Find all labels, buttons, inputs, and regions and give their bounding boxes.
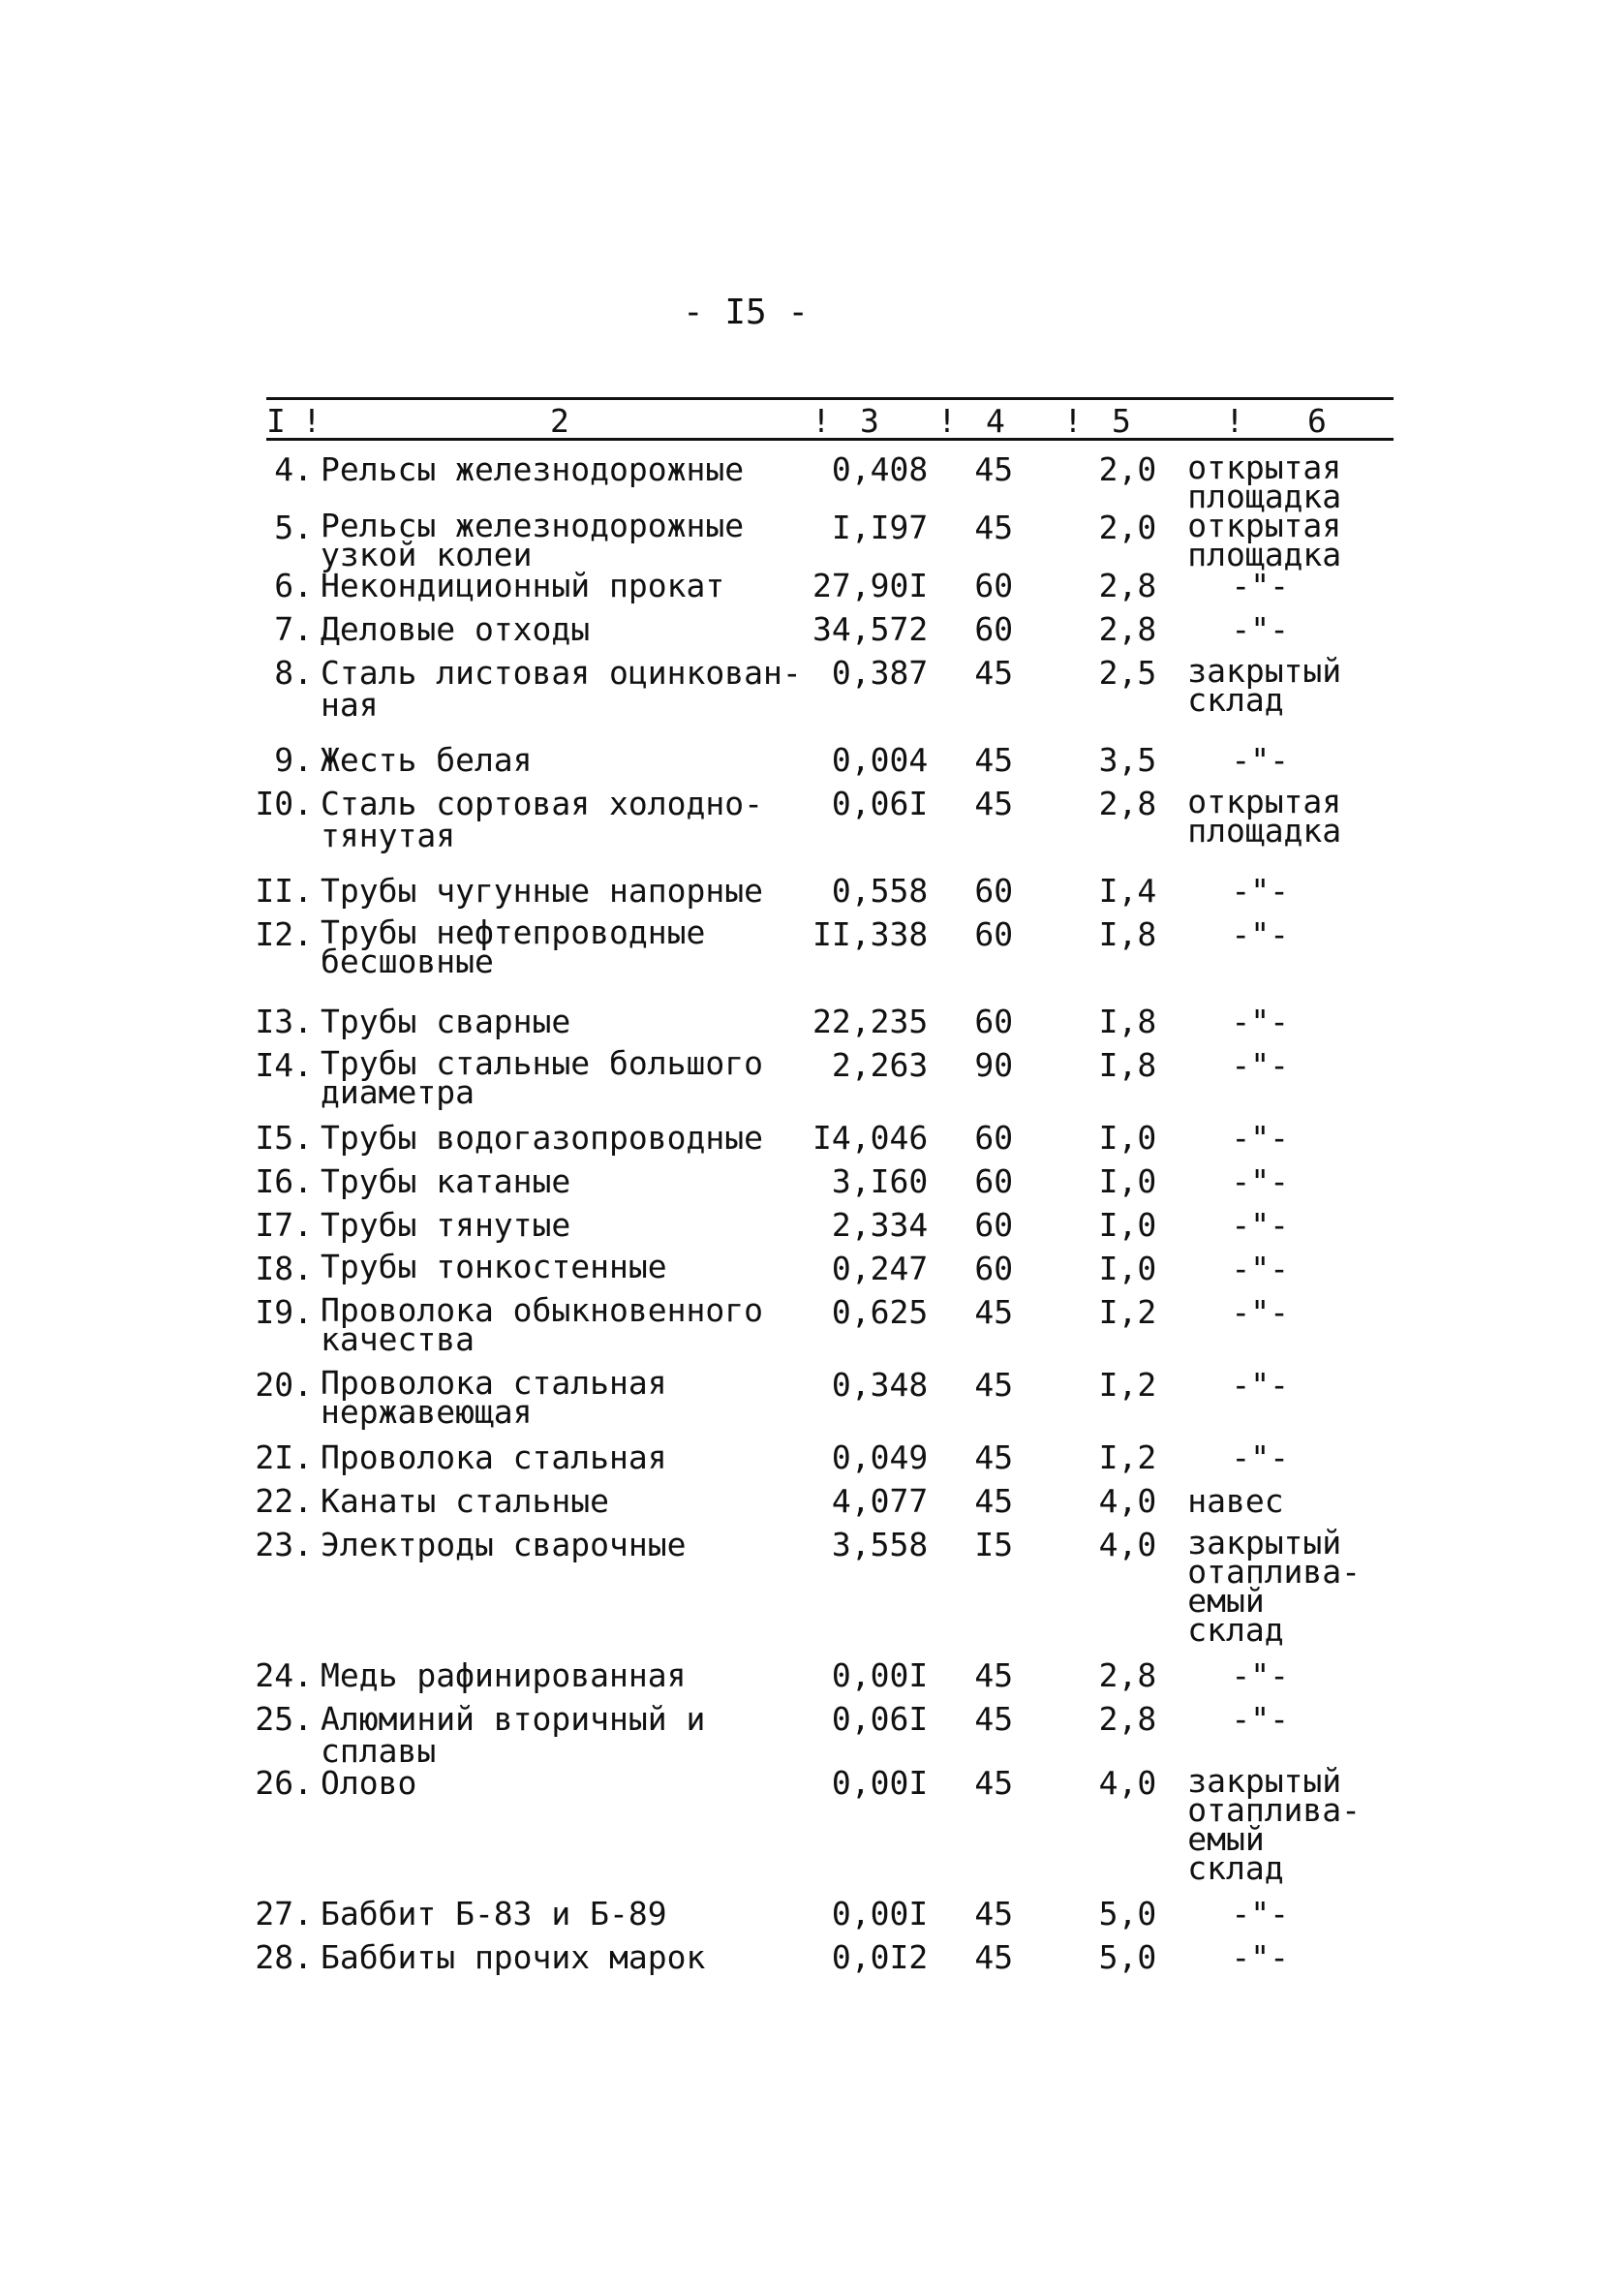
storage-type — [1187, 1119, 1362, 1165]
row-number: I6. — [255, 1162, 313, 1200]
storage-type — [1187, 1046, 1362, 1122]
col5-value: I,2 — [1098, 1293, 1157, 1331]
col4-value: 45 — [974, 509, 1014, 546]
storage-type — [1187, 1293, 1362, 1369]
col4-value: 60 — [974, 872, 1014, 910]
table-row — [237, 1441, 1362, 1485]
row-number: 23. — [255, 1526, 313, 1563]
material-name: Сталь сортовая холодно-тянутая — [321, 785, 763, 854]
col5-value: I,8 — [1098, 915, 1157, 953]
col4-value: 45 — [974, 1293, 1014, 1331]
ditto-mark: -"- — [1231, 1366, 1290, 1404]
col5-value: 2,0 — [1098, 450, 1157, 488]
column-header-6: 6 — [1307, 402, 1327, 440]
storage-type — [1187, 610, 1362, 657]
quantity-value: 0,004 — [831, 741, 929, 779]
table-row — [237, 1209, 1362, 1252]
storage-type — [1187, 1656, 1362, 1703]
col5-value: I,0 — [1098, 1206, 1157, 1244]
material-name: Сталь листовая оцинкован-ная — [321, 654, 802, 724]
row-number: 26. — [255, 1764, 313, 1802]
column-separator: ! — [937, 402, 957, 440]
col5-value: I,8 — [1098, 1046, 1157, 1084]
ditto-mark: -"- — [1231, 872, 1290, 910]
material-name: Проволока обыкновенного качества — [321, 1291, 763, 1358]
ditto-mark: -"- — [1231, 915, 1290, 953]
row-number: I7. — [255, 1206, 313, 1244]
column-header-3: 3 — [860, 402, 879, 440]
row-number: 8. — [274, 654, 313, 692]
col4-value: 45 — [974, 1700, 1014, 1738]
storage-type: закрытый отаплива-емый склад — [1187, 1524, 1362, 1649]
col5-value: 2,5 — [1098, 654, 1157, 692]
col4-value: I5 — [974, 1526, 1014, 1563]
storage-type: открытая площадка — [1187, 448, 1342, 515]
row-number: 20. — [255, 1366, 313, 1404]
col5-value: 2,8 — [1098, 1656, 1157, 1694]
material-name: Деловые отходы — [321, 610, 591, 648]
material-name: Трубы тонкостенные — [321, 1248, 667, 1285]
quantity-value: 0,00I — [831, 1895, 929, 1932]
material-name: Проволока стальная — [321, 1438, 667, 1476]
storage-type: закрытый отаплива-емый склад — [1187, 1762, 1362, 1887]
column-header-1: I — [266, 402, 286, 440]
col4-value: 45 — [974, 1482, 1014, 1520]
row-number: 22. — [255, 1482, 313, 1520]
ditto-mark: -"- — [1231, 1656, 1290, 1694]
row-number: 9. — [274, 741, 313, 779]
col5-value: 2,8 — [1098, 785, 1157, 822]
row-number: 6. — [274, 567, 313, 604]
ditto-mark: -"- — [1231, 1206, 1290, 1244]
header-rule-bottom — [266, 438, 1394, 441]
quantity-value: 3,558 — [831, 1526, 929, 1563]
storage-type — [1187, 872, 1362, 918]
table-row — [237, 1485, 1362, 1529]
ditto-mark: -"- — [1231, 1938, 1290, 1976]
page-number: - I5 - — [682, 293, 810, 332]
table-row — [237, 1898, 1362, 1941]
table-row — [237, 511, 1362, 570]
header-rule-top — [266, 397, 1394, 400]
table-row — [237, 1252, 1362, 1296]
material-name: Рельсы железнодорожные узкой колеи — [321, 507, 745, 573]
col5-value: I,8 — [1098, 1003, 1157, 1040]
ditto-mark: -"- — [1231, 1895, 1290, 1932]
material-name: Трубы водогазопроводные — [321, 1119, 763, 1157]
column-separator: ! — [1063, 402, 1083, 440]
storage-type — [1187, 1438, 1362, 1485]
row-number: I8. — [255, 1250, 313, 1287]
col5-value: I,2 — [1098, 1366, 1157, 1404]
table-row — [237, 1767, 1362, 1898]
table-row — [237, 1369, 1362, 1441]
column-header-4: 4 — [986, 402, 1005, 440]
storage-type — [1187, 1005, 1362, 1049]
material-name: Баббиты прочих марок — [321, 1938, 706, 1976]
table-row — [237, 613, 1362, 657]
row-number: I4. — [255, 1046, 313, 1084]
quantity-value: 34,572 — [812, 610, 929, 648]
col4-value: 60 — [974, 1250, 1014, 1287]
col4-value: 60 — [974, 1119, 1014, 1157]
row-number: II. — [255, 872, 313, 910]
row-number: 2I. — [255, 1438, 313, 1476]
storage-type — [1187, 915, 1362, 1005]
col5-value: 4,0 — [1098, 1482, 1157, 1520]
ditto-mark: -"- — [1231, 1250, 1290, 1287]
storage-type — [1187, 567, 1362, 613]
storage-type: навес — [1187, 1482, 1284, 1520]
table-row — [237, 1049, 1362, 1122]
quantity-value: 22,235 — [812, 1003, 929, 1040]
col4-value: 45 — [974, 1895, 1014, 1932]
row-number: I2. — [255, 915, 313, 953]
storage-type — [1187, 1895, 1362, 1941]
quantity-value: 0,387 — [831, 654, 929, 692]
col5-value: I,2 — [1098, 1438, 1157, 1476]
storage-type — [1187, 741, 1362, 788]
quantity-value: 2,263 — [831, 1046, 929, 1084]
col4-value: 45 — [974, 741, 1014, 779]
row-number: 25. — [255, 1700, 313, 1738]
col4-value: 45 — [974, 1438, 1014, 1476]
row-number: 5. — [274, 509, 313, 546]
column-separator: ! — [302, 402, 322, 440]
material-name: Канаты стальные — [321, 1482, 610, 1520]
material-name: Трубы чугунные напорные — [321, 872, 763, 910]
table-row — [237, 1659, 1362, 1703]
storage-type — [1187, 1938, 1362, 1985]
ditto-mark: -"- — [1231, 1003, 1290, 1040]
quantity-value: 2,334 — [831, 1206, 929, 1244]
col4-value: 90 — [974, 1046, 1014, 1084]
ditto-mark: -"- — [1231, 1293, 1290, 1331]
row-number: 4. — [274, 450, 313, 488]
quantity-value: I,I97 — [831, 509, 929, 546]
col4-value: 60 — [974, 1206, 1014, 1244]
materials-table — [237, 448, 1362, 1985]
row-number: 28. — [255, 1938, 313, 1976]
row-number: I3. — [255, 1003, 313, 1040]
material-name: Электроды сварочные — [321, 1526, 687, 1563]
ditto-mark: -"- — [1231, 1438, 1290, 1476]
col5-value: 3,5 — [1098, 741, 1157, 779]
col5-value: I,4 — [1098, 872, 1157, 910]
column-header-5: 5 — [1112, 402, 1131, 440]
col4-value: 60 — [974, 1162, 1014, 1200]
col5-value: 4,0 — [1098, 1764, 1157, 1802]
quantity-value: 0,625 — [831, 1293, 929, 1331]
quantity-value: 0,00I — [831, 1764, 929, 1802]
col4-value: 45 — [974, 1764, 1014, 1802]
material-name: Олово — [321, 1764, 417, 1802]
col5-value: 2,8 — [1098, 610, 1157, 648]
col5-value: 5,0 — [1098, 1895, 1157, 1932]
col5-value: 2,8 — [1098, 1700, 1157, 1738]
col4-value: 60 — [974, 610, 1014, 648]
table-row — [237, 570, 1362, 613]
col4-value: 45 — [974, 785, 1014, 822]
col5-value: I,0 — [1098, 1119, 1157, 1157]
table-row — [237, 1005, 1362, 1049]
material-name: Алюминий вторичный и сплавы — [321, 1700, 706, 1770]
quantity-value: 0,0I2 — [831, 1938, 929, 1976]
table-row — [237, 875, 1362, 918]
quantity-value: 0,06I — [831, 785, 929, 822]
col5-value: 2,0 — [1098, 509, 1157, 546]
row-number: I5. — [255, 1119, 313, 1157]
quantity-value: 4,077 — [831, 1482, 929, 1520]
quantity-value: I4,046 — [812, 1119, 929, 1157]
column-separator: ! — [812, 402, 831, 440]
col5-value: 5,0 — [1098, 1938, 1157, 1976]
table-row — [237, 453, 1362, 511]
table-row — [237, 1529, 1362, 1659]
material-name: Трубы катаные — [321, 1162, 571, 1200]
col4-value: 45 — [974, 1938, 1014, 1976]
storage-type — [1187, 1700, 1362, 1767]
material-name: Баббит Б-83 и Б-89 — [321, 1895, 667, 1932]
row-number: 7. — [274, 610, 313, 648]
col4-value: 60 — [974, 1003, 1014, 1040]
col4-value: 45 — [974, 1656, 1014, 1694]
col5-value: I,0 — [1098, 1250, 1157, 1287]
ditto-mark: -"- — [1231, 1700, 1290, 1738]
row-number: 24. — [255, 1656, 313, 1694]
quantity-value: 3,I60 — [831, 1162, 929, 1200]
material-name: Трубы сварные — [321, 1003, 571, 1040]
table-row — [237, 1122, 1362, 1165]
ditto-mark: -"- — [1231, 1046, 1290, 1084]
quantity-value: 0,558 — [831, 872, 929, 910]
col5-value: 4,0 — [1098, 1526, 1157, 1563]
col5-value: I,0 — [1098, 1162, 1157, 1200]
col5-value: 2,8 — [1098, 567, 1157, 604]
quantity-value: 0,00I — [831, 1656, 929, 1694]
storage-type — [1187, 1162, 1362, 1209]
col4-value: 60 — [974, 567, 1014, 604]
ditto-mark: -"- — [1231, 741, 1290, 779]
table-row — [237, 1703, 1362, 1767]
material-name: Некондиционный прокат — [321, 567, 725, 604]
table-row — [237, 788, 1362, 875]
table-row — [237, 1296, 1362, 1369]
quantity-value: 0,06I — [831, 1700, 929, 1738]
storage-type: открытая площадка — [1187, 507, 1342, 573]
table-row — [237, 657, 1362, 744]
quantity-value: II,338 — [812, 915, 929, 953]
ditto-mark: -"- — [1231, 1119, 1290, 1157]
quantity-value: 0,247 — [831, 1250, 929, 1287]
table-row — [237, 1941, 1362, 1985]
table-row — [237, 918, 1362, 1005]
material-name: Рельсы железнодорожные — [321, 450, 745, 488]
col4-value: 45 — [974, 450, 1014, 488]
col4-value: 60 — [974, 915, 1014, 953]
table-row — [237, 1165, 1362, 1209]
storage-type — [1187, 1252, 1362, 1296]
table-row — [237, 744, 1362, 788]
row-number: 27. — [255, 1895, 313, 1932]
storage-type: открытая площадка — [1187, 783, 1342, 850]
row-number: I0. — [255, 785, 313, 822]
column-header-2: 2 — [550, 402, 569, 440]
column-separator: ! — [1225, 402, 1244, 440]
material-name: Трубы нефтепроводные бесшовные — [321, 913, 706, 980]
quantity-value: 0,348 — [831, 1366, 929, 1404]
ditto-mark: -"- — [1231, 610, 1290, 648]
quantity-value: 0,408 — [831, 450, 929, 488]
storage-type — [1187, 1366, 1362, 1441]
material-name: Медь рафинированная — [321, 1656, 687, 1694]
material-name: Проволока стальная нержавеющая — [321, 1364, 667, 1431]
row-number: I9. — [255, 1293, 313, 1331]
material-name: Трубы стальные большого диаметра — [321, 1044, 763, 1111]
storage-type — [1187, 1206, 1362, 1252]
quantity-value: 27,90I — [812, 567, 929, 604]
quantity-value: 0,049 — [831, 1438, 929, 1476]
material-name: Жесть белая — [321, 741, 533, 779]
ditto-mark: -"- — [1231, 567, 1290, 604]
storage-type: закрытый склад — [1187, 652, 1342, 719]
col4-value: 45 — [974, 654, 1014, 692]
ditto-mark: -"- — [1231, 1162, 1290, 1200]
col4-value: 45 — [974, 1366, 1014, 1404]
material-name: Трубы тянутые — [321, 1206, 571, 1244]
